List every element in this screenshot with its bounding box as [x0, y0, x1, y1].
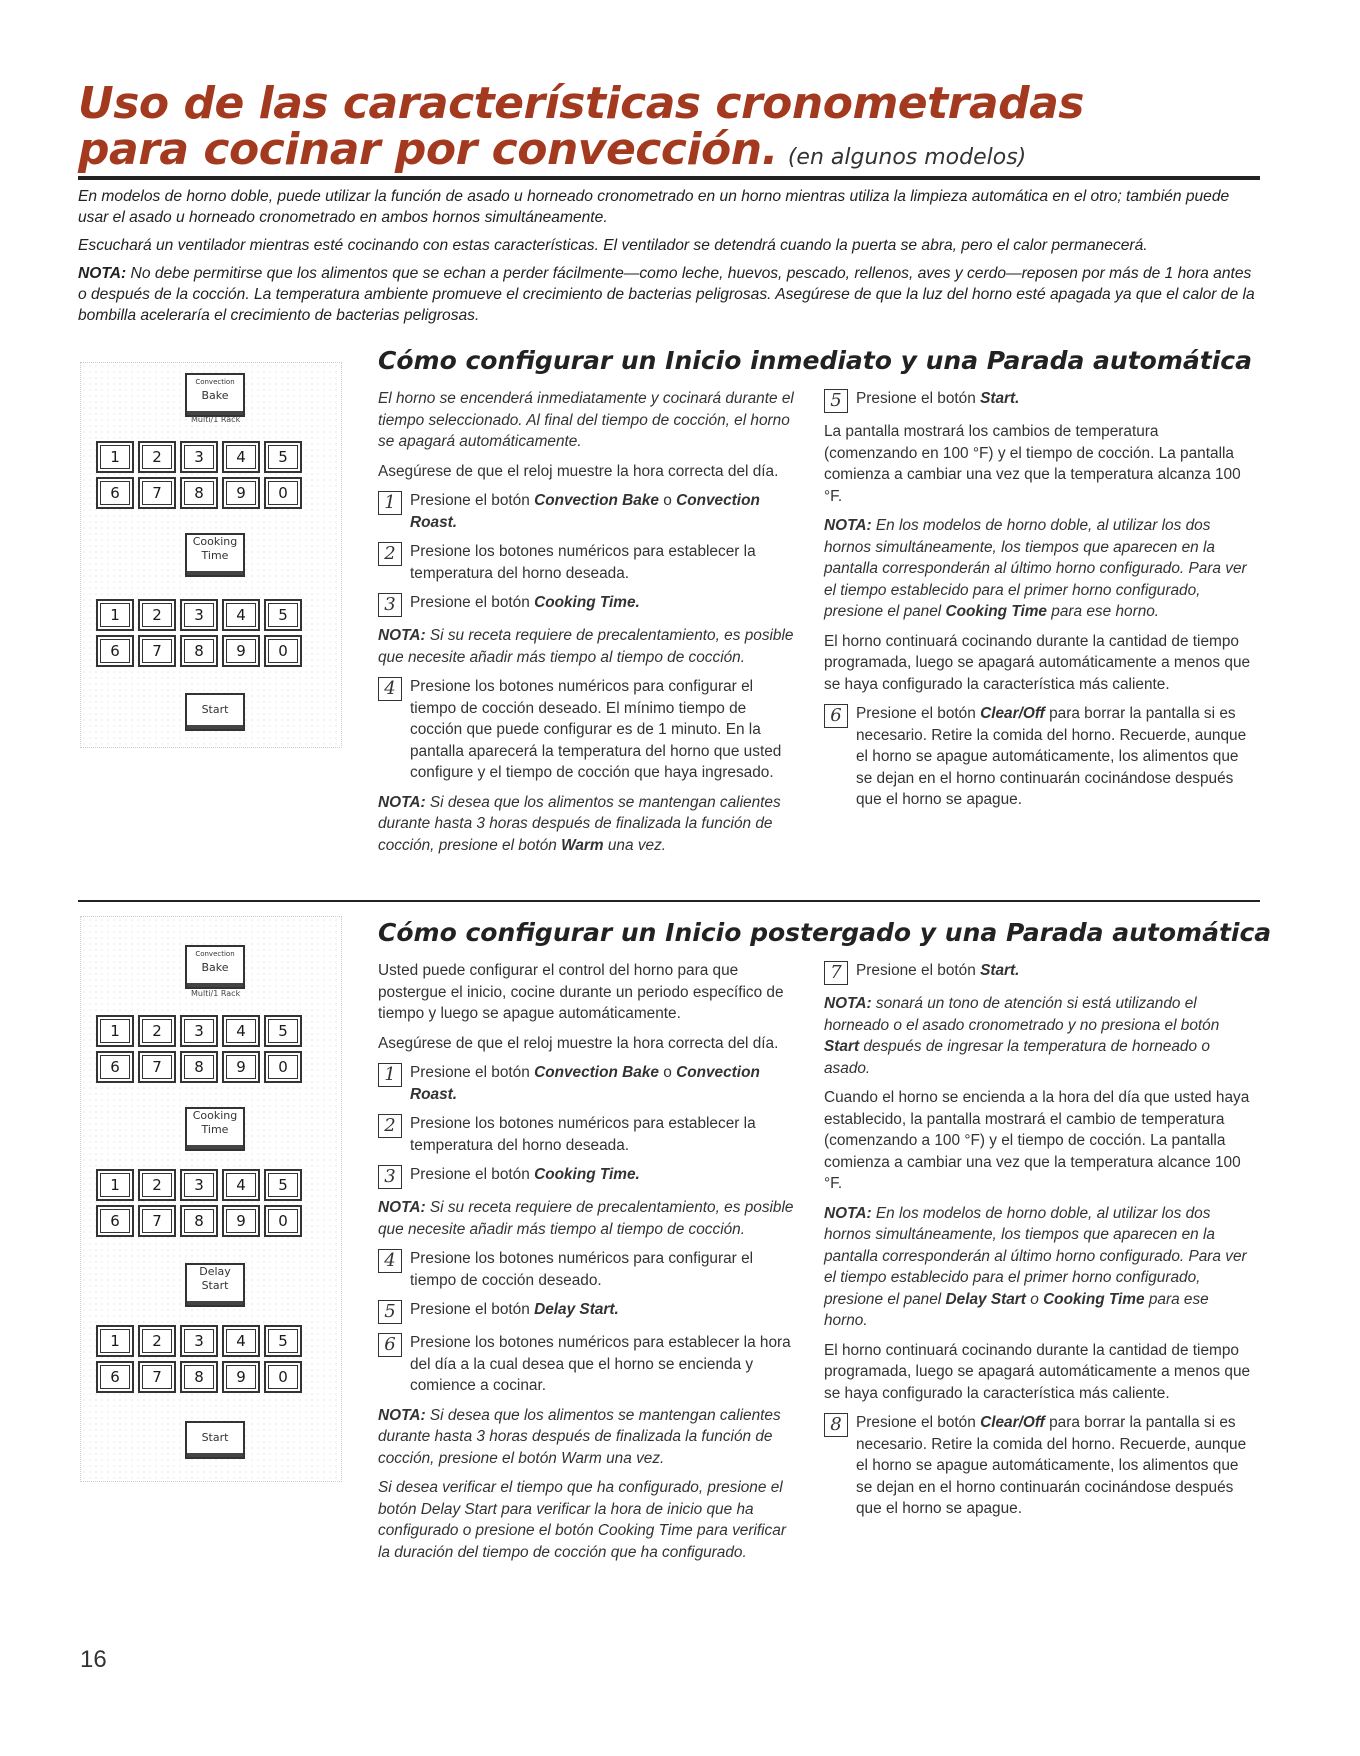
step-6 [378, 1332, 800, 1397]
section-1-note-1 [378, 625, 800, 668]
section-2-display: Cuando el horno se encienda a la hora del día que usted haya establecido, la pantalla mostrará el cambio de temperatura (comenzando a 100 °F) y el tiempo de cocción. La pantalla comienza a cambiar una vez que la temperatura alcance 100 °F. [824, 1089, 1250, 1192]
multi-rack-label: Multi/1 Rack [191, 989, 241, 998]
key-4: 4 [222, 1169, 260, 1201]
key-5: 5 [264, 1015, 302, 1047]
note-text: para ese horno. [1047, 603, 1160, 620]
number-keys-row [96, 1015, 302, 1047]
number-keys-row [96, 1361, 302, 1393]
step-3 [378, 592, 800, 617]
key-4: 4 [222, 441, 260, 473]
start-label: Start [201, 703, 229, 716]
key-2: 2 [138, 441, 176, 473]
intro-note-text: No debe permitirse que los alimentos que se echan a perder fácilmente—como leche, huevos, pescado, rellenos, aves y cerdo—reposen por más de 1 hora antes o después de la cocción. La temperatura ambiente promueve el crecimiento de bacterias peligrosas. Asegúrese de que la luz del horno esté apagada ya que el calor de la bombilla aceleraría el crecimiento de bacterias peligrosas. [78, 265, 1255, 324]
cooking-time-button-icon [185, 533, 245, 577]
txt: Convection Roast. [410, 1064, 760, 1103]
step-text [410, 592, 640, 617]
key-5: 5 [264, 441, 302, 473]
txt: para borrar la pantalla si es necesario. Retire la comida del horno. Recuerde, aunque el horno se apague automáticamente, los alimentos que se dejan en el horno continuarán cocinándose después que el horno se apague. [856, 1414, 1247, 1517]
label-line: Bake [201, 961, 229, 974]
section-2-note-3 [824, 993, 1254, 1079]
step-number: 6 [824, 704, 848, 728]
key-5: 5 [264, 1169, 302, 1201]
key-2: 2 [138, 1169, 176, 1201]
note-label: NOTA: [824, 995, 872, 1012]
step-text [410, 1299, 619, 1324]
key-2: 2 [138, 599, 176, 631]
number-keys-row [96, 441, 302, 473]
step-number: 1 [378, 1063, 402, 1087]
key-0: 0 [264, 1051, 302, 1083]
note-text: Si su receta requiere de precalentamiento, es posible que necesite añadir más tiempo al tiempo de cocción. [378, 627, 794, 666]
txt: Convection Roast. [410, 492, 760, 531]
page-number: 16 [80, 1646, 107, 1673]
key-8: 8 [180, 1361, 218, 1393]
label-line: Convection [195, 950, 235, 958]
step-1 [378, 490, 800, 533]
key-9: 9 [222, 1051, 260, 1083]
keypad-illustration-1 [80, 362, 342, 748]
step-7 [824, 960, 1254, 985]
section-2-intro: Usted puede configurar el control del horno para que postergue el inicio, cocine durante un periodo específico de tiempo y luego se apague automáticamente. [378, 962, 784, 1022]
key-1: 1 [96, 1015, 134, 1047]
key-6: 6 [96, 1361, 134, 1393]
txt: o [658, 1064, 677, 1081]
key-1: 1 [96, 441, 134, 473]
key-7: 7 [138, 1051, 176, 1083]
txt: Presione el botón [856, 1414, 981, 1431]
step-2 [378, 1113, 800, 1156]
step-5 [378, 1299, 800, 1324]
key-0: 0 [264, 635, 302, 667]
section-divider [78, 900, 1260, 902]
number-keys-row [96, 599, 302, 631]
key-4: 4 [222, 1325, 260, 1357]
section-2-note-4 [824, 1203, 1254, 1332]
note-text: sonará un tono de atención si está utilizando el horneado o el asado cronometrado y no presiona el botón [824, 995, 1220, 1034]
section-2-title: Cómo configurar un Inicio postergado y una Parada automática [378, 918, 1272, 947]
key-9: 9 [222, 1361, 260, 1393]
page-title-subtitle: (en algunos modelos) [787, 145, 1027, 170]
key-2: 2 [138, 1325, 176, 1357]
key-7: 7 [138, 477, 176, 509]
section-1-clock: Asegúrese de que el reloj muestre la hora correcta del día. [378, 462, 779, 480]
delay-start-button-icon [185, 1263, 245, 1307]
number-keys-row [96, 477, 302, 509]
step-1 [378, 1062, 800, 1105]
note-text: En los modelos de horno doble, al utilizar los dos hornos simultáneamente, los tiempos que aparecen en la pantalla corresponderán al último horno configurado. Para ver el tiempo establecido para el primer horno configurado, presione el panel [824, 1204, 1247, 1308]
step-number: 4 [378, 1249, 402, 1273]
page-title-line1: Uso de las características cronometradas [78, 78, 1084, 129]
intro-paragraph-1: En modelos de horno doble, puede utilizar la función de asado u horneado cronometrado en un horno mientras utiliza la limpieza automática en el otro; también puede usar el asado u horneado cronometrado en ambos hornos simultáneamente. [78, 188, 1230, 226]
start-button-icon [185, 693, 245, 731]
txt: Start. [980, 962, 1020, 979]
note-label: NOTA: [824, 1204, 872, 1222]
page-title-line2 [78, 124, 1026, 175]
txt: Convection Bake [534, 1064, 659, 1081]
note-text: o [1025, 1290, 1044, 1308]
section-1-display: La pantalla mostrará los cambios de temperatura (comenzando en 100 °F) y el tiempo de cocción. La pantalla comienza a cambiar una vez que la temperatura alcanza 100 °F. [824, 423, 1241, 505]
convection-bake-button-icon [185, 945, 245, 989]
label-line: Convection [195, 378, 235, 386]
label-line: Start [201, 1279, 229, 1292]
txt: Presione el botón [856, 962, 981, 979]
start-button-icon [185, 1421, 245, 1459]
note-text: Delay Start [945, 1290, 1026, 1308]
note-label: NOTA: [378, 1199, 426, 1216]
keypad-illustration-2 [80, 916, 342, 1482]
key-9: 9 [222, 477, 260, 509]
txt: Presione el botón [410, 492, 535, 509]
step-text: Presione los botones numéricos para establecer la temperatura del horno deseada. [410, 1115, 756, 1154]
note-label: NOTA: [378, 627, 426, 644]
note-text: En los modelos de horno doble, al utilizar los dos hornos simultáneamente, los tiempos que aparecen en la pantalla corresponderán al último horno configurado. Para ver el tiempo establecido para el primer horno configurado, presione el panel [824, 517, 1247, 620]
txt: Cooking Time. [534, 594, 640, 611]
key-9: 9 [222, 1205, 260, 1237]
key-6: 6 [96, 635, 134, 667]
step-text: Presione los botones numéricos para establecer la temperatura del horno deseada. [410, 543, 756, 582]
key-5: 5 [264, 599, 302, 631]
key-8: 8 [180, 1051, 218, 1083]
note-text: Si su receta requiere de precalentamiento, es posible que necesite añadir más tiempo al tiempo de cocción. [378, 1199, 794, 1238]
key-6: 6 [96, 1205, 134, 1237]
txt: Presione el botón [856, 705, 981, 722]
step-4 [378, 676, 800, 784]
key-3: 3 [180, 1015, 218, 1047]
key-7: 7 [138, 1361, 176, 1393]
section-2-continue: El horno continuará cocinando durante la cantidad de tiempo programada, luego se apagará automáticamente a menos que se haya configurado la característica más caliente. [824, 1341, 1251, 1402]
number-keys-row [96, 1205, 302, 1237]
step-number: 1 [378, 491, 402, 515]
start-label: Start [201, 1431, 229, 1444]
section-1-column-1 [378, 388, 800, 864]
step-8 [824, 1412, 1254, 1520]
note-label: NOTA: [378, 793, 426, 811]
step-6 [824, 703, 1254, 811]
step-number: 3 [378, 1165, 402, 1189]
txt: para borrar la pantalla si es necesario. Retire la comida del horno. Recuerde, aunque el horno se apague automáticamente, los alimentos que se dejan en el horno continuarán cocinándose después que el horno se apague. [856, 705, 1247, 808]
step-number: 2 [378, 542, 402, 566]
note-text: Cooking Time [1043, 1290, 1145, 1308]
section-2-column-1 [378, 960, 800, 1571]
step-number: 2 [378, 1114, 402, 1138]
step-text [410, 1062, 800, 1105]
intro-block [78, 186, 1256, 333]
step-2 [378, 541, 800, 584]
txt: Delay Start. [534, 1301, 619, 1318]
number-keys-row [96, 1169, 302, 1201]
key-7: 7 [138, 635, 176, 667]
label-line: Cooking [192, 1109, 238, 1122]
txt: Presione el botón [856, 390, 981, 407]
key-0: 0 [264, 1361, 302, 1393]
txt: Clear/Off [980, 1414, 1045, 1431]
note-text: Warm [561, 836, 604, 854]
section-1-note-2 [378, 792, 800, 857]
txt: Presione el botón [410, 1166, 535, 1183]
note-text: para ese horno. [824, 1290, 1209, 1329]
step-number: 4 [378, 677, 402, 701]
key-7: 7 [138, 1205, 176, 1237]
key-6: 6 [96, 477, 134, 509]
step-number: 6 [378, 1333, 402, 1357]
step-number: 3 [378, 593, 402, 617]
step-5 [824, 388, 1254, 413]
note-text: Start [824, 1038, 860, 1055]
txt: Clear/Off [980, 705, 1045, 722]
section-1-note-3 [824, 515, 1254, 623]
key-0: 0 [264, 477, 302, 509]
txt: Start. [980, 390, 1020, 407]
txt: Presione el botón [410, 1064, 535, 1081]
number-keys-row [96, 1325, 302, 1357]
txt: Cooking Time. [534, 1166, 640, 1183]
step-3 [378, 1164, 800, 1189]
step-text [856, 388, 1019, 413]
step-number: 7 [824, 961, 848, 985]
key-1: 1 [96, 599, 134, 631]
header-rule [78, 176, 1260, 180]
key-4: 4 [222, 599, 260, 631]
cooking-time-button-icon [185, 1107, 245, 1151]
key-8: 8 [180, 635, 218, 667]
intro-paragraph-2: Escuchará un ventilador mientras esté cocinando con estas características. El ventilador se detendrá cuando la puerta se abra, pero el calor permanecerá. [78, 237, 1148, 254]
key-8: 8 [180, 477, 218, 509]
section-1-continue: El horno continuará cocinando durante la cantidad de tiempo programada, luego se apagará automáticamente a menos que se haya configurado la característica más caliente. [824, 632, 1251, 693]
section-2-note-2 [378, 1405, 800, 1470]
key-5: 5 [264, 1325, 302, 1357]
section-2-column-2 [824, 960, 1254, 1528]
key-6: 6 [96, 1051, 134, 1083]
page-title-line2-text: para cocinar por convección. [78, 124, 778, 175]
number-keys-row [96, 1051, 302, 1083]
intro-note-label: NOTA: [78, 265, 127, 282]
note-text: una vez. [603, 836, 667, 854]
label-line: Bake [201, 389, 229, 402]
step-4 [378, 1248, 800, 1291]
step-number: 5 [378, 1300, 402, 1324]
label-line: Time [201, 549, 229, 562]
step-number: 5 [824, 389, 848, 413]
key-3: 3 [180, 1169, 218, 1201]
section-2-note-1 [378, 1197, 800, 1240]
section-2-clock: Asegúrese de que el reloj muestre la hora correcta del día. [378, 1034, 779, 1052]
step-text [856, 703, 1254, 811]
note-label: NOTA: [378, 1406, 426, 1424]
txt: Presione el botón [410, 1301, 535, 1318]
step-number: 8 [824, 1413, 848, 1437]
step-text [410, 490, 800, 533]
convection-bake-button-icon [185, 373, 245, 417]
key-2: 2 [138, 1015, 176, 1047]
multi-rack-label: Multi/1 Rack [191, 415, 241, 424]
step-text [856, 1412, 1254, 1520]
step-text [856, 960, 1019, 985]
label-line: Cooking [192, 535, 238, 548]
step-text: Presione los botones numéricos para establecer la hora del día a la cual desea que el horno se encienda y comience a cocinar. [410, 1334, 791, 1394]
section-1-title: Cómo configurar un Inicio inmediato y una Parada automática [378, 346, 1252, 375]
note-text: Si desea que los alimentos se mantengan calientes durante hasta 3 horas después de finalizada la función de cocción, presione el botón [378, 793, 781, 854]
number-keys-row [96, 635, 302, 667]
step-text: Presione los botones numéricos para configurar el tiempo de cocción deseado. El mínimo tiempo de cocción que puede configurar es de 1 minuto. En la pantalla aparecerá la temperatura del horno que usted configure y el tiempo de cocción que haya ingresado. [410, 678, 782, 781]
key-4: 4 [222, 1015, 260, 1047]
note-text: después de ingresar la temperatura de horneado o asado. [824, 1038, 1210, 1077]
note-text: Cooking Time [945, 603, 1047, 620]
section-1-intro: El horno se encenderá inmediatamente y cocinará durante el tiempo seleccionado. Al final del tiempo de cocción, el horno se apagará automáticamente. [378, 390, 794, 450]
key-3: 3 [180, 599, 218, 631]
txt: o [658, 492, 677, 509]
key-3: 3 [180, 1325, 218, 1357]
txt: Presione el botón [410, 594, 535, 611]
key-9: 9 [222, 635, 260, 667]
key-1: 1 [96, 1169, 134, 1201]
key-1: 1 [96, 1325, 134, 1357]
section-1-column-2 [824, 388, 1254, 819]
step-text: Presione los botones numéricos para configurar el tiempo de cocción deseado. [410, 1250, 754, 1289]
key-3: 3 [180, 441, 218, 473]
key-0: 0 [264, 1205, 302, 1237]
intro-note [78, 263, 1256, 326]
note-text: Si desea que los alimentos se mantengan calientes durante hasta 3 horas después de finalizada la función de cocción, presione el botón Warm una vez. [378, 1406, 781, 1467]
txt: Convection Bake [534, 492, 659, 509]
label-line: Time [201, 1123, 229, 1136]
section-2-verify: Si desea verificar el tiempo que ha configurado, presione el botón Delay Start para verificar la hora de inicio que ha configurado o presione el botón Cooking Time para verificar la duración del tiempo de cocción que ha configurado. [378, 1479, 786, 1561]
label-line: Delay [199, 1265, 231, 1278]
step-text [410, 1164, 640, 1189]
key-8: 8 [180, 1205, 218, 1237]
note-label: NOTA: [824, 517, 872, 534]
